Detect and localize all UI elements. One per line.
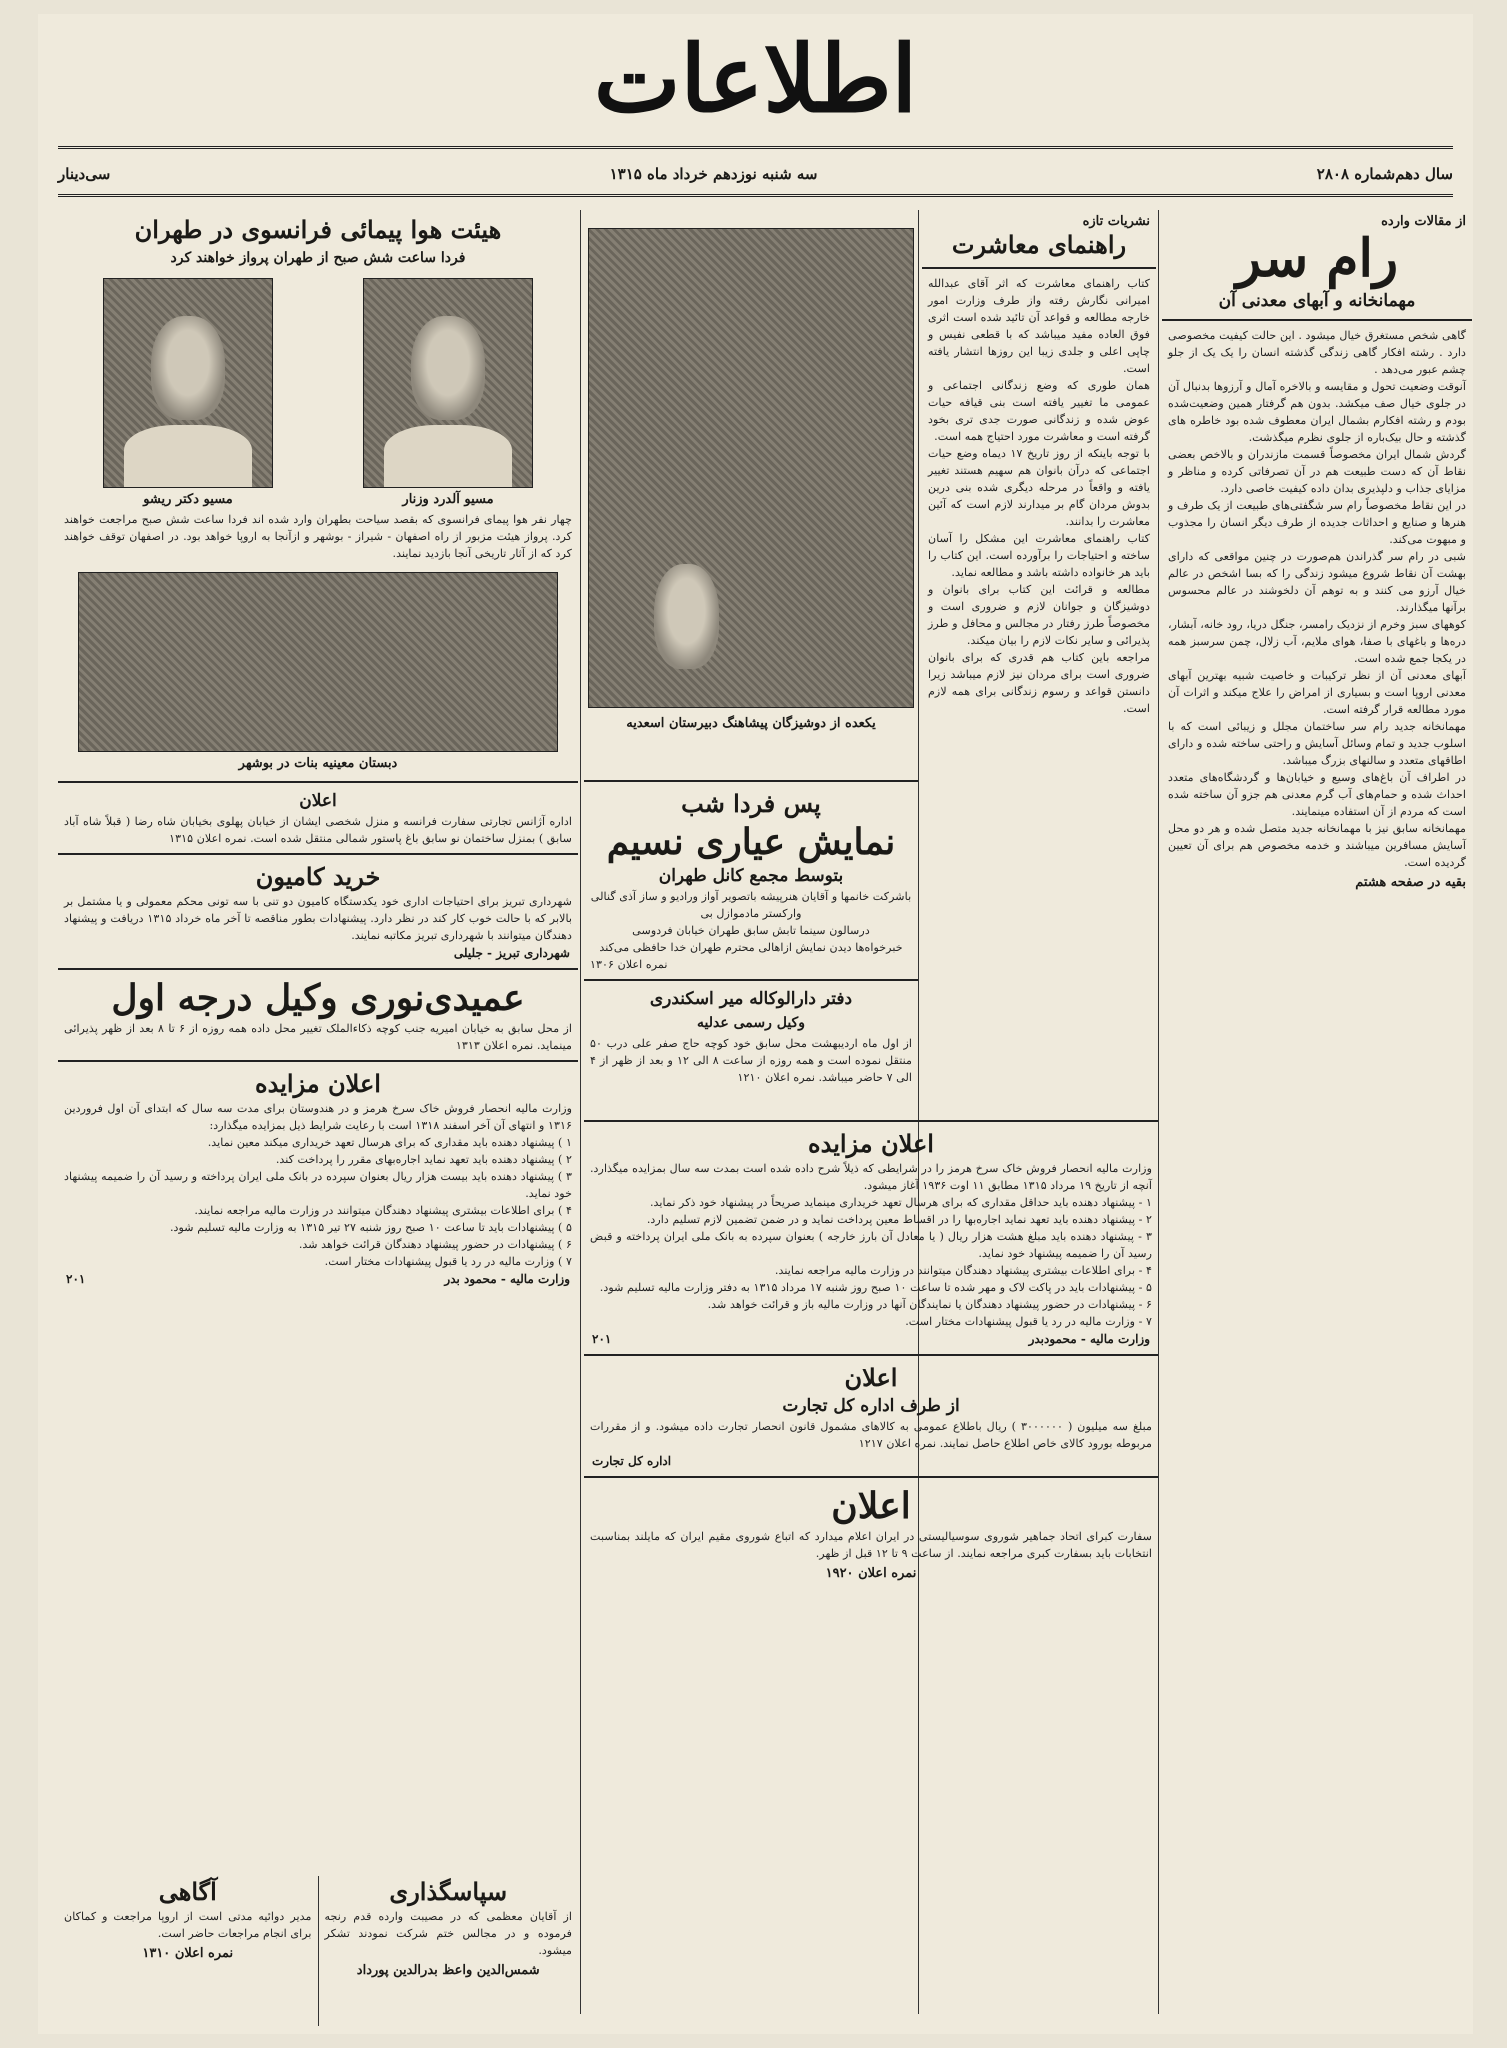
- notice-number: نمره اعلان ۱۳۱۰: [142, 1946, 234, 1961]
- article-paragraph: کتاب راهنمای معاشرت که اثر آقای عبدالله امیرانی نگارش رفته واز طرف وزارت امور خارجه مطالعه و قواعد آن تائید شده است اثری فوق العاده مفید میباشد که با قطعی نفیس و چاپی اعلی و جلدی زیبا این روزها انتشار یافته است.: [928, 277, 1150, 375]
- article-paragraph: گاهی شخص مستغرق خیال میشود . این حالت کیفیت مخصوصی دارد . رشته افکار گاهی زندگی گذشته انسان را یک‌ یک از جلو چشم‌ عبور می‌دهد .: [1168, 329, 1466, 376]
- divider: [58, 968, 578, 970]
- school-photo: [78, 572, 558, 752]
- auction2-clause: ۳ ) پیشنهاد دهنده باید بیست هزار ریال بعنوان سپرده در بانک ملی ایران پرداخته و رسید آن را ضمیمه پیشنهاد خود نماید.: [64, 1170, 572, 1200]
- trade-notice-body: مبلغ سه میلیون ( ۳۰۰۰۰۰۰ ) ریال باطلاع عمومی به کالاهای مشمول قانون انحصار تجارت داده میشود. و از مقررات مربوطه بورود کالای خاص اطلاع حاصل نمایند. نمره اعلان ۱۲۱۷: [590, 1420, 1152, 1450]
- auction2-clause: وزارت مالیه انحصار فروش خاک سرخ هرمز و در هندوستان برای مدت سه سال که ابتدای آن اول فروردین ۱۳۱۶ و انتهای آن آخر اسفند ۱۳۱۸ است با رعایت شرایط ذیل بمزایده میگذارد:: [64, 1102, 572, 1132]
- newspaper-page: [38, 14, 1473, 2034]
- article-headline: رام سر: [1235, 228, 1399, 289]
- auction2-clause: ۴ ) برای اطلاعات بیشتری پیشنهاد دهندگان میتوانند در وزارت مالیه مراجعه نمایند.: [194, 1204, 572, 1217]
- portrait-caption: مسیو آلدرد وزنار: [402, 492, 494, 507]
- auction-headline: اعلان مزایده: [808, 1129, 934, 1158]
- portrait-block: [103, 278, 273, 511]
- portrait-shirt: [384, 425, 512, 487]
- auction-clause: ۲ - پیشنهاد دهنده باید تعهد نماید اجاره‌بها را در اقساط معین پرداخت نماید و در ضمن تضمین لازم تسلیم دارد.: [646, 1213, 1152, 1226]
- article-kicker: از مقالات وارده: [1381, 214, 1466, 229]
- auction2-clause: ۷ ) وزارت مالیه در رد یا قبول پیشنهادات مختار است.: [324, 1255, 572, 1268]
- lawyer-office-head: دفتر دارالوکاله میر اسکندری: [649, 989, 853, 1009]
- event-ad: [584, 774, 918, 1104]
- column-divider: [1158, 210, 1159, 2014]
- column-divider: [580, 210, 581, 2014]
- bottom-ads: [58, 1876, 578, 2026]
- auction-number: ۲۰۱: [592, 1332, 612, 1346]
- auction-signature: وزارت مالیه - محمودبدر: [1028, 1332, 1150, 1346]
- auction-clause: ۴ - برای اطلاعات بیشتری پیشنهاد دهندگان میتوانند در وزارت مالیه مراجعه نمایند.: [774, 1264, 1152, 1277]
- portrait-face: [411, 316, 485, 420]
- lawyer-office-sub: وکیل رسمی عدلیه: [697, 1015, 805, 1031]
- auction2-number: ۲۰۱: [66, 1272, 86, 1286]
- article-paragraph: مطالعه و قرائت این کتاب برای بانوان و دوشیزگان و جوانان لازم و ضروری است و مخصوصاً طرز رفتار در مجالس و محافل و طرز پذیرائی و سایر نکات لازم را بیان میکند.: [928, 583, 1150, 647]
- scouts-photo: [588, 228, 914, 708]
- article-paragraph: مهمانخانه سابق نیز با مهمانخانه جدید متصل شده و هر دو محل آسایش مسافرین میباشند و خدمه مخصوص هم برای آن تعیین گردیده است.: [1168, 822, 1466, 869]
- auction2-footer: [58, 1270, 578, 1288]
- article-paragraph: مهمانخانه جدید رام سر ساختمان مجلل و زیبائی است که با اسلوب جدید و تمام وسائل آسایش و راحتی ساخته شده و دارای اطاقهای متعدد و سالنهای بزرگ میباشد.: [1168, 720, 1466, 767]
- auction-clause: وزارت مالیه انحصار فروش خاک سرخ هرمز را در شرایطی که ذیلاً شرح داده شده است بمدت سه سال بمزایده میگذارد. آنچه از تاریخ ۱۹ مرداد ۱۳۱۵ مطابق ۱۱ اوت ۱۹۳۶ آغاز میشود.: [590, 1162, 1152, 1192]
- truck-ad-footer: [58, 944, 578, 962]
- auction2-headline: اعلان مزایده: [255, 1069, 381, 1098]
- portrait-photo: [363, 278, 533, 488]
- photo-figure: [654, 564, 719, 669]
- divider: [584, 780, 918, 782]
- column-aviators: [58, 214, 578, 1854]
- ad-body: اداره آژانس تجارتی سفارت فرانسه و منزل شخصی ایشان از خیابان پهلوی بخیابان شاه رضا ( قبلاً شاه‌ آباد سابق ) بمنزل ساختمان نو سابق باغ پاستور شمالی منتقل شده است. نمره اعلان ۱۳۱۵: [64, 815, 572, 845]
- aviators-article: چهار نفر هوا پیمای فرانسوی که بقصد سیاحت بطهران وارد شده اند فردا ساعت شش صبح مراجعت خواهند کرد. پرواز هیئت مزبور از راه اصفهان - شیراز - بوشهر و ازآنجا به اروپا خواهد بود. در اصفهان توقف خواهند کرد که از آثار تاریخی آنجا بازدید نمایند.: [64, 513, 572, 560]
- auction2-clause: ۲ ) پیشنهاد دهنده باید تعهد نماید اجاره‌بهای مقرر را پرداخت کند.: [275, 1153, 572, 1166]
- thanks-body: از آقایان معظمی که در مصیبت وارده قدم رنجه فرموده و در مجالس ختم شرکت نمودند تشکر میشود.: [324, 1910, 572, 1957]
- article-paragraph: با توجه باینکه از روز تاریخ ۱۷ دیماه وضع حیات اجتماعی که درآن بانوان هم سهیم هستند تغییر یافته و واقعاً در مرحله دیگری شده بنی درین بدوش مردان گام بر میدارند لازم است که آئین معاشرت را بدانند.: [928, 447, 1150, 528]
- masthead-rule: [58, 146, 1453, 149]
- auction-clause: ۷ - وزارت مالیه در رد یا قبول پیشنهادات مختار است.: [905, 1315, 1152, 1328]
- portrait-block: [363, 278, 533, 511]
- article-kicker: نشریات تازه: [1082, 214, 1150, 229]
- aviators-subhead: فردا ساعت شش صبح از طهران پرواز خواهند کرد: [170, 250, 466, 266]
- auction-clause: ۶ - پیشنهادات در حضور پیشنهاد دهندگان یا نمایندگان آنها در وزارت مالیه باز و قرائت خواهد شد.: [707, 1298, 1152, 1311]
- article-paragraph: شبی‌ در رام سر گذراندن هم‌صورت در چنین مواقعی که دارای بهشت آن نقاط شروع میشود زندگی را که بسا اشخص در عالم خیال آرزو می کنند و به توهم آن دلخوشند در عالم محسوس برآنها میگذارند.: [1168, 550, 1466, 614]
- auction-footer: [584, 1330, 1158, 1348]
- article-paragraph: گردش‌ شمال ایران مخصوصاً قسمت‌ مازندران و بالاخص بعضی‌ نقاط آن که دست طبیعت هم در آن تصرفاتی کرده و مناظر و مزایای جذاب و دلپذیری بدان داده کیفیت خاصی دارد.: [1168, 448, 1466, 495]
- portrait-caption: مسیو دکتر ریشو: [143, 492, 233, 507]
- event-kicker: پس فردا شب: [681, 789, 821, 818]
- event-line: باشرکت خانمها و آقایان هنرپیشه باتصویر آواز ورادیو و ساز آذی گنالی وارکستر مادموازل بی: [590, 890, 912, 920]
- issue-number: سال دهم‌شماره ۲۸۰۸: [1316, 165, 1453, 183]
- truck-ad-body: شهرداری تبریز برای احتیاجات اداری خود یکدستگاه کامیون دو تنی با سه تونی محکم معمولی و یا مشتمل بر بالابر که با حالت خوب کار کند در نظر دارد. پیشنهادات بطور مناقصه تا آخر ماه خرداد ۱۳۱۵ دریافت و پیشنهاد دهندگان میتوانند با شهرداری تبریز مکاتبه نمایند.: [64, 895, 572, 942]
- portrait-shirt: [124, 425, 252, 487]
- school-photo-caption: دبستان معینیه بنات در بوشهر: [238, 756, 398, 771]
- trade-notice-signature: اداره کل تجارت: [592, 1454, 672, 1468]
- article-paragraph: در اطراف آن باغ‌های وسیع و خیابان‌ها و گردشگاه‌های متعدد احداث شده و حمام‌های آب‌ گرم معدنی هم جزو آن ساخته شده است که مردم از آن استفاده مینمایند.: [1168, 771, 1466, 818]
- auction2-clause: ۶ ) پیشنهادات در حضور پیشنهاد دهندگان قرائت خواهد شد.: [298, 1238, 572, 1251]
- portrait-row: [58, 278, 578, 511]
- lawyer-office-body: از اول ماه اردیبهشت محل سابق خود کوچه حاج صفر علی درب ۵۰ منتقل نموده است و همه روزه از ساعت ۸ الی ۱۲ و بعد از ظهر از ۴ الی ۷ حاضر میباشد. نمره اعلان ۱۲۱۰: [590, 1037, 912, 1084]
- article-paragraph: همان طوری که وضع زندگانی اجتماعی و عمومی ما تغییر یافته است بنی قیافه حیات عوض شده و زندگانی صورت جدی تری بخود گرفته است و معاشرت مورد احتیاج همه است.: [928, 379, 1150, 443]
- embassy-notice-number: نمره اعلان ۱۹۲۰: [825, 1566, 917, 1581]
- column-etiquette: [922, 210, 1156, 1090]
- article-paragraph: کتاب راهنمای معاشرت این مشکل را آسان ساخته و احتیاجات را برآورده است. این کتاب را باید هر خانواده داشته باشد و مطالعه نماید.: [928, 532, 1150, 579]
- divider: [58, 853, 578, 855]
- thanks-headline: سپاسگذاری: [389, 1877, 508, 1906]
- notice-body: مدیر دوائیه مدتی است از اروپا مراجعت و کماکان برای انجام مراجعات حاضر است.: [64, 1910, 312, 1940]
- auction-clause: ۵ - پیشنهادات باید در پاکت لاک و مهر شده تا ساعت ۱۰ صبح روز شنبه ۱۷ مرداد ۱۳۱۵ به دفتر وزارت مالیه تسلیم شود.: [599, 1281, 1152, 1294]
- event-ad-number: نمره اعلان ۱۳۰۶: [590, 958, 668, 971]
- divider: [584, 1120, 1158, 1122]
- issue-price: سی‌دینار: [58, 165, 111, 183]
- event-line: خبرخواه‌ها دیدن نمایش ازاهالی محترم طهران خدا حافظی می‌کند: [599, 941, 903, 954]
- photo-caption: یکعده از دوشیزگان پیشاهنگ دبیرستان اسعدیه: [626, 716, 876, 731]
- trade-notice-head: اعلان: [844, 1363, 898, 1392]
- truck-ad-headline: خرید کامیون: [255, 862, 381, 891]
- thanks-signature: شمس‌الدین واعظ بدرالدین پورداد: [356, 1963, 540, 1978]
- divider: [584, 1354, 1158, 1356]
- article-paragraph: آبهای معدنی آن از نظر ترکیبات و خاصیت شبیه بهترین آبهای معدنی اروپا است و بسیاری از امراض را علاج میکند و اثرات آن مورد مطالعه قرار گرفته است.: [1168, 669, 1466, 716]
- auction2-clause: ۱ ) پیشنهاد دهنده باید مقداری که برای هرسال تعهد خریداری میکند معین نماید.: [207, 1136, 572, 1149]
- divider: [584, 1476, 1158, 1478]
- auction-clause: ۳ - پیشنهاد دهنده باید مبلغ هشت هزار ریال ( یا معادل آن بارز خارجه ) بعنوان سپرده به بانک ملی ایران پرداخته و قبض رسید آن را ضمیمه پیشنهاد خود نماید.: [590, 1230, 1152, 1260]
- portrait-face: [151, 316, 225, 420]
- masthead-logo: اطلاعات: [593, 25, 918, 133]
- column-photo: [584, 224, 918, 744]
- auction-clause: ۱ - پیشنهاد دهنده باید حداقل مقداری که برای هرسال تعهد خریداری مینماید صریحاً در پیشنهاد خود ذکر نماید.: [649, 1196, 1152, 1209]
- thanks-ad: [318, 1876, 579, 2026]
- article-paragraph: مراجعه باین کتاب هم قدری که برای بانوان ضروری است برای مردان نیز لازم میباشد زیرا دانستن قواعد و رسوم زندگانی برای همه لازم است.: [928, 651, 1150, 715]
- portrait-photo: [103, 278, 273, 488]
- embassy-notice-head: اعلان: [831, 1485, 911, 1527]
- notice-headline: آگاهی: [158, 1877, 217, 1906]
- trade-notice-footer: [584, 1452, 1158, 1470]
- event-organizer: بتوسط مجمع کانل طهران: [658, 866, 844, 886]
- masthead: [38, 14, 1473, 144]
- auction2-clause: ۵ ) پیشنهادات باید تا ساعت ۱۰ صبح روز شنبه ۲۷ تیر ۱۳۱۵ به وزارت مالیه تسلیم شود.: [169, 1221, 572, 1234]
- embassy-notice-body: سفارت کبرای اتحاد جماهیر شوروی سوسیالیستی در ایران اعلام میدارد که اتباع شوروی مقیم ایران که مایلند بمناسبت انتخابات باید بسفارت کبری مراجعه نمایند. از ساعت ۹ تا ۱۲ قبل‌ از ظهر.: [590, 1530, 1152, 1560]
- divider: [922, 267, 1156, 269]
- article-paragraph: در این نقاط مخصوصاً رام سر شگفتی‌های طبیعت از یک طرف و هنرها و صنایع و احداثات جدیده از طرف دیگر انسان را مجذوب و مبهوت می‌کند.: [1168, 499, 1466, 546]
- article-paragraph: آنوقت وضعیت تحول و مقایسه و بالاخره آمال و آرزوها بدنبال آن در جلوی خیال صف میکشد. بدون هم گرفتار همین وضعیت‌شده بودم و رشته افکارم بشمال ایران معطوف شده بود خاطره های گذشته و حال بیک‌باره از جلوی نظرم میگذشت.: [1168, 380, 1466, 444]
- lawyer-headline: عمیدی‌نوری وکیل درجه اول: [111, 977, 525, 1019]
- event-title: نمایش عیاری نسیم: [606, 821, 896, 863]
- article-subhead: مهمانخانه و آبهای معدنی آن: [1218, 291, 1416, 311]
- truck-ad-signature: شهرداری تبریز - جلیلی: [453, 946, 570, 960]
- event-line: درسالون سینما تابش سابق طهران خیابان فردوسی: [632, 924, 870, 937]
- divider: [58, 781, 578, 783]
- lawyer-body: از محل سابق به خیابان امیریه جنب کوچه ذکاءالملک تغییر محل داده همه روزه از ۶ تا ۸ بعد از ظهر پذیرائی مینماید. نمره اعلان ۱۳۱۳: [64, 1022, 572, 1052]
- article-paragraph: کوههای سبز وخرم از نزدیک رامسر، جنگل دریا، رود خانه، آبشار، دره‌ها و باغهای با صفا، هوای ملایم، آب‌ زلال، چمن سرسبز همه در یکجا جمع شده است.: [1168, 618, 1466, 665]
- aviators-headline: هیئت هوا پیمائی فرانسوی در طهران: [134, 215, 502, 244]
- continued-note: بقیه در صفحه هشتم: [1355, 875, 1466, 890]
- trade-notice-sub: از طرف اداره کل تجارت: [782, 1396, 960, 1416]
- divider: [584, 979, 918, 981]
- dateline-rule: [58, 194, 1453, 197]
- divider: [58, 1060, 578, 1062]
- article-headline: راهنمای معاشرت: [951, 230, 1127, 259]
- auction-block: [584, 1114, 1158, 2034]
- issue-date: سه شنبه نوزدهم خرداد ماه ۱۳۱۵: [609, 165, 818, 183]
- auction2-signature: وزارت مالیه - محمود بدر: [444, 1272, 570, 1286]
- divider: [1162, 319, 1472, 321]
- dateline: [58, 160, 1453, 188]
- notice-ad: [58, 1876, 318, 2026]
- column-ramsar: [1162, 210, 1472, 2014]
- ad-headline: اعلان: [299, 791, 337, 811]
